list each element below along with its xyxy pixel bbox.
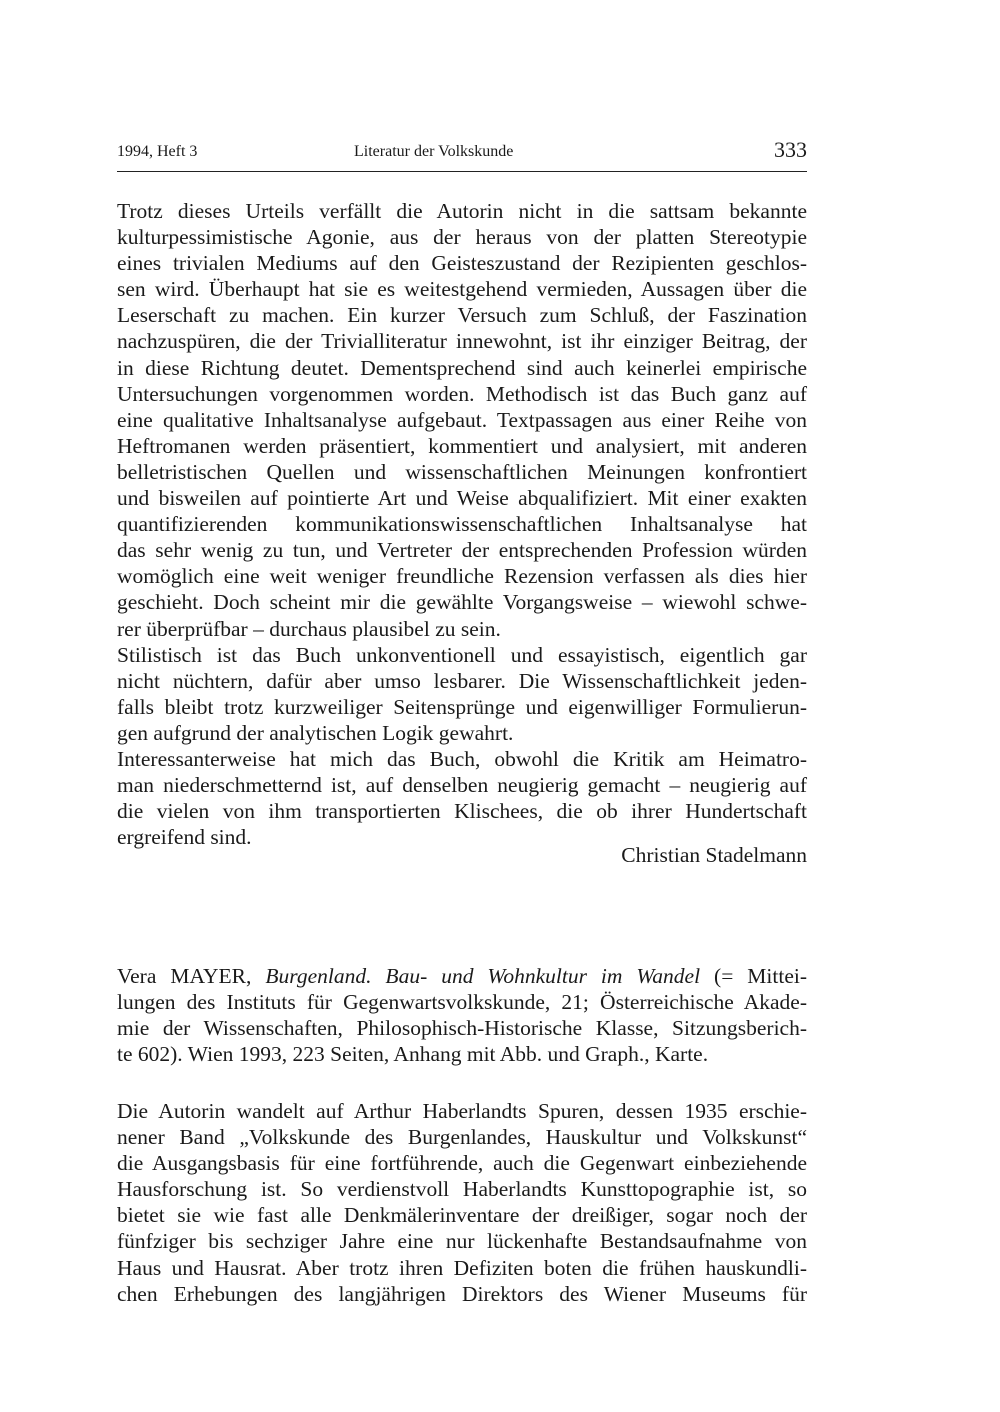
text-line: nachzuspüren, die der Trivialliteratur innewohnt, ist ihr einziger Beitrag, der bbox=[117, 329, 807, 354]
text-line: Stilistisch ist das Buch unkonventionell und essayistisch, eigentlich gar bbox=[117, 642, 807, 667]
text-line: Leserschaft zu machen. Ein kurzer Versuch zum Schluß, der Faszination bbox=[117, 303, 807, 328]
text-line: Die Autorin wandelt auf Arthur Haberlandts Spuren, dessen 1935 erschie- bbox=[117, 1099, 807, 1123]
citation-line: te 602). Wien 1993, 223 Seiten, Anhang mit Abb. und Graph., Karte. bbox=[117, 1042, 709, 1067]
text-line: chen Erhebungen des langjährigen Direktors des Wiener Museums für bbox=[117, 1281, 807, 1306]
text-line: fünfziger bis sechziger Jahre eine nur lückenhafte Bestandsaufnahme von bbox=[117, 1229, 807, 1254]
text-line: falls bleibt trotz kurzweiliger Seitensprünge und eigenwilliger Formulierun- bbox=[117, 694, 807, 719]
page-number: 333 bbox=[774, 137, 807, 162]
text-line: die vielen von ihm transportierten Klischees, die ob ihrer Hundertschaft bbox=[117, 799, 807, 824]
review-2-body bbox=[117, 1098, 807, 1307]
citation-line: Vera MAYER, Burgenland. Bau- und Wohnkultur im Wandel (= Mittei- bbox=[117, 964, 808, 988]
text-line: quantifizierenden kommunikationswissenschaftlichen Inhaltsanalyse hat bbox=[117, 512, 807, 537]
book-title: Burgenland. Bau- und Wohnkultur im Wandel bbox=[265, 964, 701, 988]
text-line: Trotz dieses Urteils verfällt die Autorin nicht in die sattsam bekannte bbox=[117, 199, 807, 223]
text-line: und bisweilen auf pointierte Art und Weise abqualifiziert. Mit einer exakten bbox=[117, 486, 807, 511]
text-line: geschieht. Doch scheint mir die gewählte Vorgangsweise – wiewohl schwe- bbox=[117, 590, 807, 615]
text-line: man niederschmetternd ist, auf denselben neugierig gemacht – neugierig auf bbox=[117, 773, 807, 798]
text-line: sen wird. Überhaupt hat sie es weitestgehend vermieden, Aussagen über die bbox=[117, 277, 807, 302]
header-rule bbox=[117, 171, 807, 172]
text-line: rer überprüfbar – durchaus plausibel zu sein. bbox=[117, 616, 501, 641]
review-2-citation bbox=[117, 963, 807, 1067]
text-line: Untersuchungen vorgenommen worden. Methodisch ist das Buch ganz auf bbox=[117, 381, 807, 406]
text-line: Interessanterweise hat mich das Buch, obwohl die Kritik am Heimatro- bbox=[117, 746, 807, 771]
text-line: nener Band „Volkskunde des Burgenlandes, Hauskultur und Volkskunst“ bbox=[117, 1125, 807, 1150]
section-title: Literatur der Volkskunde bbox=[354, 143, 514, 160]
issue-label: 1994, Heft 3 bbox=[117, 143, 198, 160]
text-line: Heftromanen werden präsentiert, kommentiert und analysiert, mit anderen bbox=[117, 433, 807, 458]
text-line: nicht nüchtern, dafür aber umso lesbarer. Die Wissenschaftlichkeit jeden- bbox=[117, 668, 807, 693]
text-line: bietet sie wie fast alle Denkmälerinventare der dreißiger, sogar noch der bbox=[117, 1203, 807, 1228]
text-line: womöglich eine weit weniger freundliche Rezension verfassen als dies hier bbox=[117, 564, 807, 589]
text-line: eines trivialen Mediums auf den Geisteszustand der Rezipienten geschlos- bbox=[117, 251, 807, 276]
text-line: kulturpessimistische Agonie, aus der heraus von der platten Stereotypie bbox=[117, 225, 807, 250]
text-line: gen aufgrund der analytischen Logik gewahrt. bbox=[117, 720, 514, 745]
reviewer-signature: Christian Stadelmann bbox=[621, 843, 807, 867]
text-line: belletristischen Quellen und wissenschaftlichen Meinungen konfrontiert bbox=[117, 459, 807, 484]
review-1-body bbox=[117, 198, 807, 850]
text-line: Hausforschung ist. So verdienstvoll Haberlandts Kunsttopographie ist, so bbox=[117, 1177, 807, 1202]
book-author: Vera MAYER, bbox=[117, 964, 266, 988]
text-line: die Ausgangsbasis für eine fortführende, auch die Gegenwart einbeziehende bbox=[117, 1151, 807, 1176]
text-line: in diese Richtung deutet. Dementsprechend sind auch keinerlei empirische bbox=[117, 355, 807, 380]
citation-line: lungen des Instituts für Gegenwartsvolkskunde, 21; Österreichische Akade- bbox=[117, 990, 807, 1015]
citation-line: mie der Wissenschaften, Philosophisch-Historische Klasse, Sitzungsberich- bbox=[117, 1016, 807, 1041]
text-line: ergreifend sind. bbox=[117, 825, 252, 850]
text-line: das sehr wenig zu tun, und Vertreter der entsprechenden Profession würden bbox=[117, 538, 807, 563]
text-line: Haus und Hausrat. Aber trotz ihren Defiziten boten die frühen hauskundli- bbox=[117, 1255, 807, 1280]
running-head bbox=[117, 137, 807, 167]
text-line: eine qualitative Inhaltsanalyse aufgebaut. Textpassagen aus einer Reihe von bbox=[117, 407, 807, 432]
